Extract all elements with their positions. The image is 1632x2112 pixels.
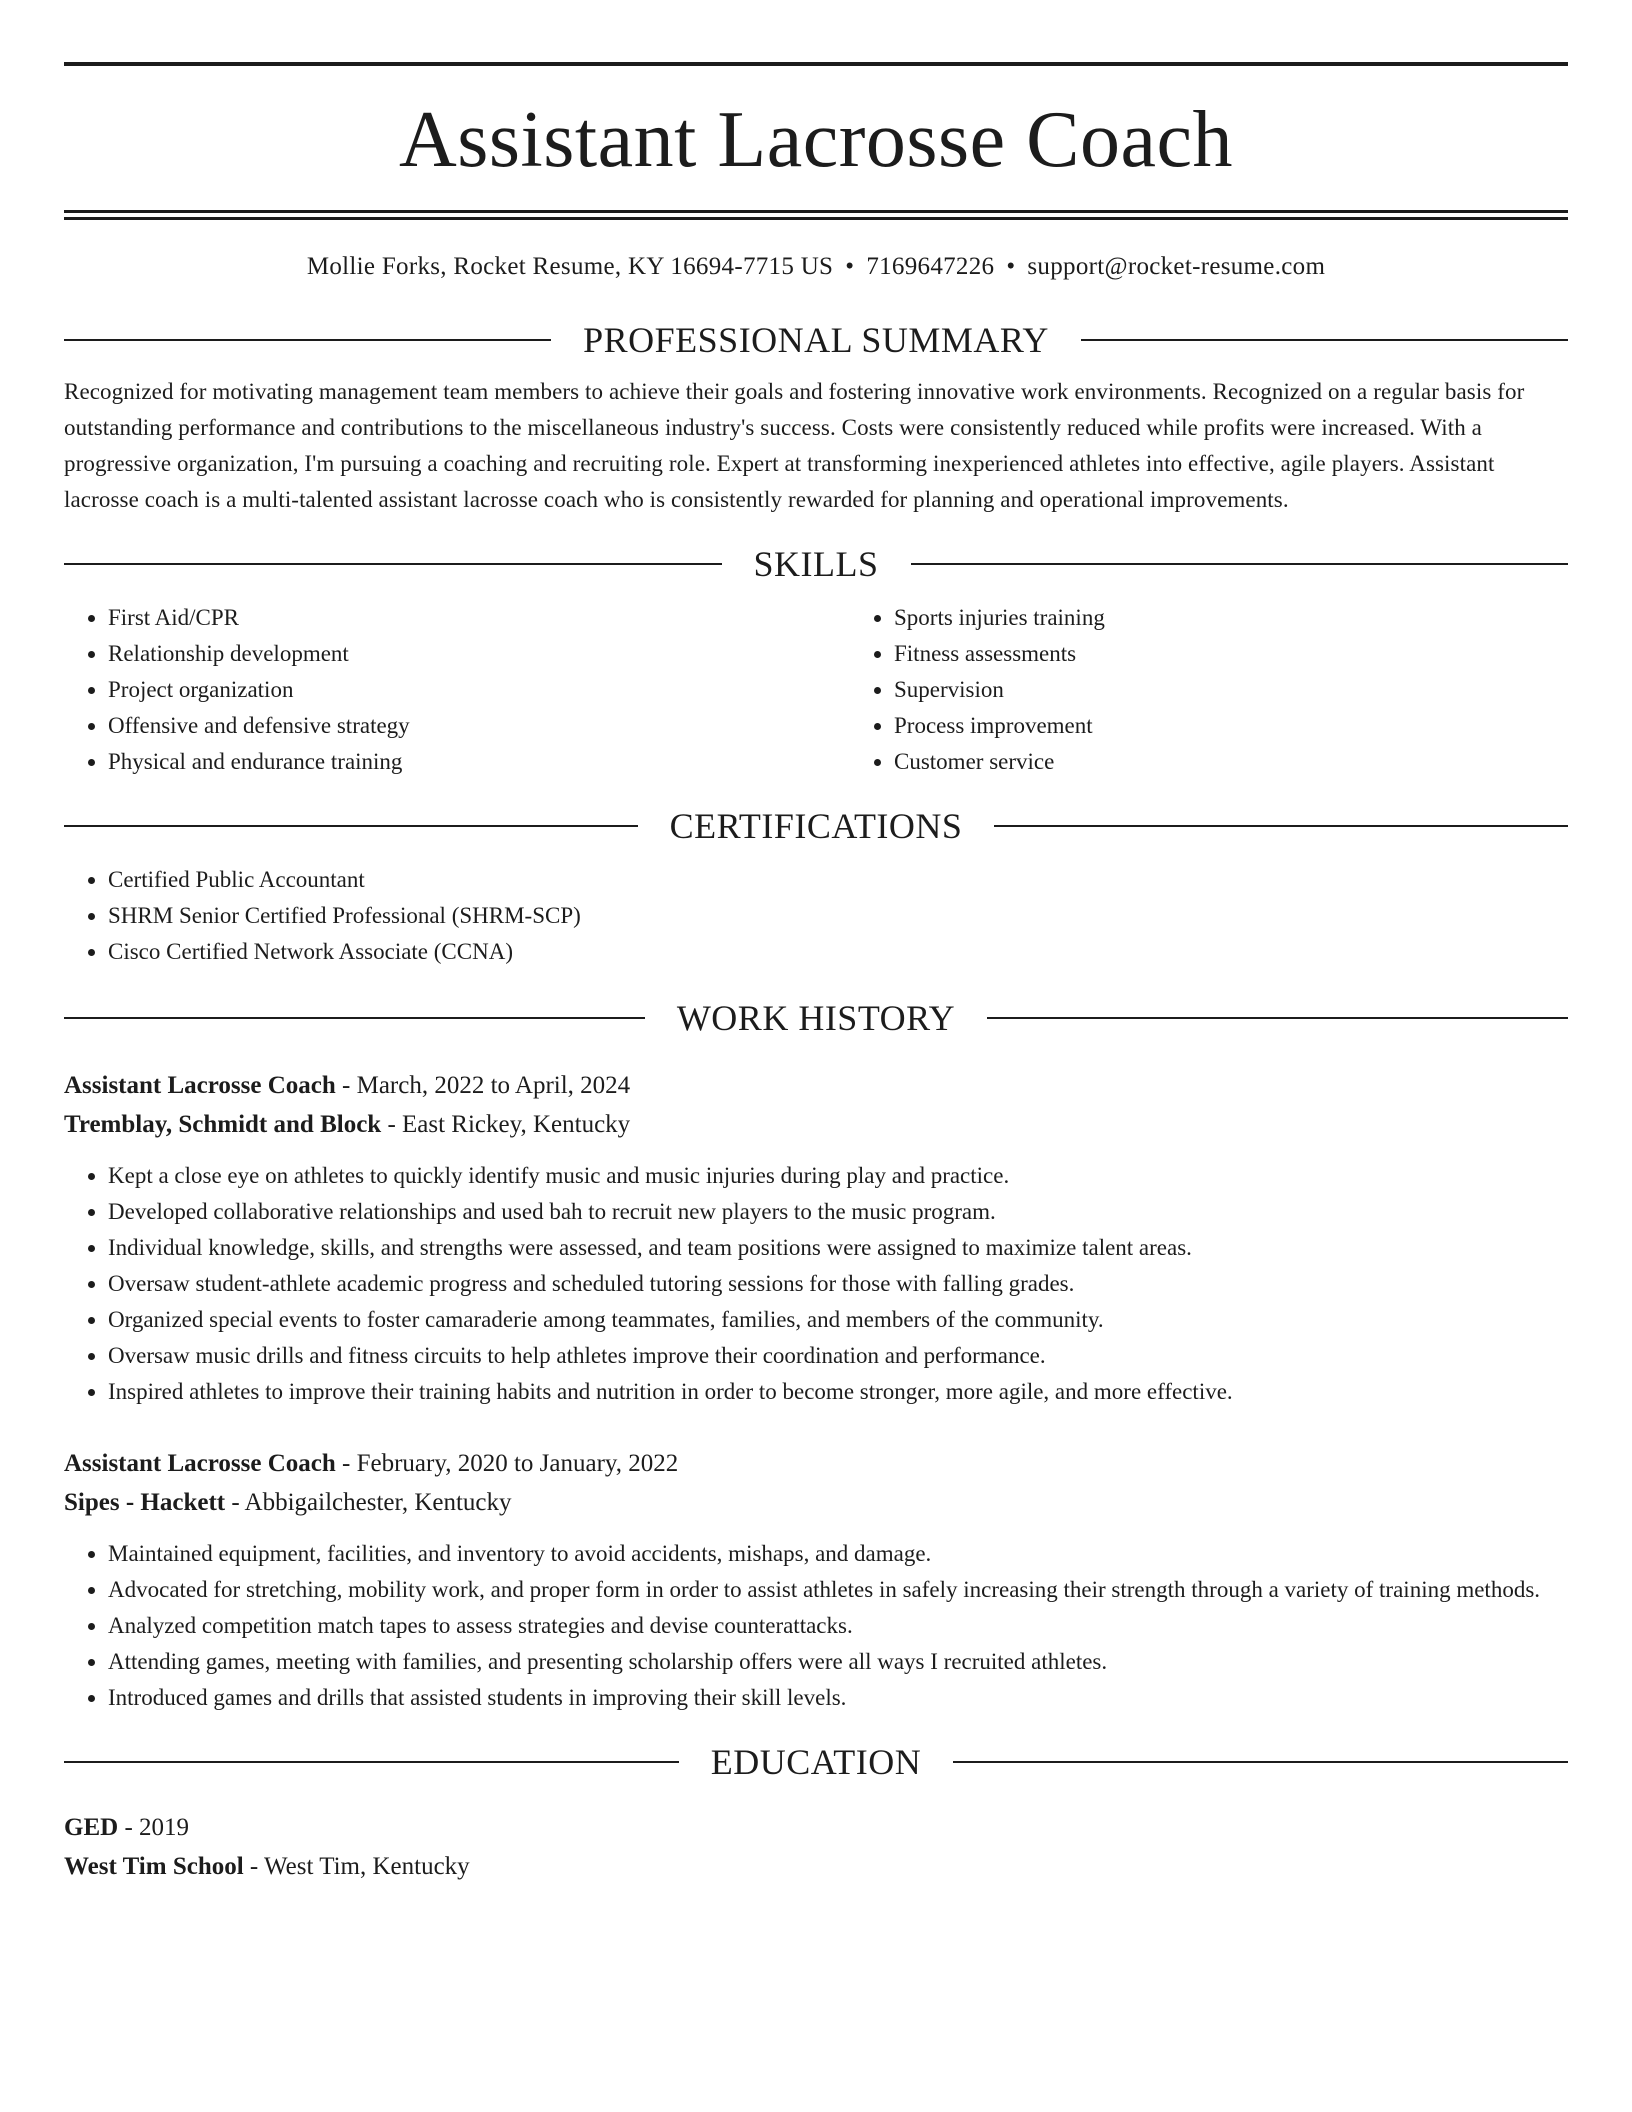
section-rule <box>953 1761 1568 1763</box>
resume-title: Assistant Lacrosse Coach <box>398 96 1234 184</box>
certification-item: • Certified Public Accountant <box>108 862 1568 898</box>
job-company: Sipes - Hackett <box>64 1489 226 1516</box>
section-header-summary <box>64 318 1568 362</box>
section-rule <box>64 339 551 341</box>
job-bullet: • Advocated for stretching, mobility work, and proper form in order to assist athletes in safely increasing their strength through a variety of training methods. <box>108 1572 1568 1608</box>
section-rule <box>994 825 1568 827</box>
section-header-certifications <box>64 804 1568 848</box>
skill-item: • Customer service <box>894 744 1632 780</box>
section-header-skills <box>64 542 1568 586</box>
top-rule <box>64 62 1568 66</box>
job-company: Tremblay, Schmidt and Block <box>64 1111 382 1138</box>
job-title-line <box>64 1444 1568 1483</box>
education-school-line <box>64 1847 1568 1886</box>
section-title: WORK HISTORY <box>676 998 956 1038</box>
section-rule <box>64 563 722 565</box>
job-bullets <box>64 1536 1568 1716</box>
job-bullet: • Individual knowledge, skills, and strengths were assessed, and team positions were assigned to maximize talent areas. <box>108 1230 1568 1266</box>
job-bullets <box>64 1158 1568 1410</box>
section-title: CERTIFICATIONS <box>669 806 963 846</box>
job-bullet: • Organized special events to foster camaraderie among teammates, families, and members of the community. <box>108 1302 1568 1338</box>
skill-item: • Offensive and defensive strategy <box>108 708 850 744</box>
resume-page <box>64 62 1568 1886</box>
skill-item: • Supervision <box>894 672 1632 708</box>
title-double-rule <box>64 210 1568 220</box>
job-company-line <box>64 1483 1568 1522</box>
education-degree: GED <box>64 1814 119 1841</box>
section-rule <box>911 563 1569 565</box>
job-bullet: • Kept a close eye on athletes to quickly identify music and music injuries during play and practice. <box>108 1158 1568 1194</box>
certification-item: • Cisco Certified Network Associate (CCNA) <box>108 934 1568 970</box>
job-role: Assistant Lacrosse Coach <box>64 1450 336 1477</box>
contact-address: Mollie Forks, Rocket Resume, KY 16694-7715 US <box>306 253 834 280</box>
contact-phone: 7169647226 <box>866 253 995 280</box>
section-header-education <box>64 1740 1568 1784</box>
contact-email: support@rocket-resume.com <box>1027 253 1326 280</box>
skill-item: • Process improvement <box>894 708 1632 744</box>
job-role: Assistant Lacrosse Coach <box>64 1072 336 1099</box>
section-title: PROFESSIONAL SUMMARY <box>583 320 1049 360</box>
skill-item: • Relationship development <box>108 636 850 672</box>
job-bullet: • Oversaw student-athlete academic progress and scheduled tutoring sessions for those with falling grades. <box>108 1266 1568 1302</box>
skill-item: • First Aid/CPR <box>108 600 850 636</box>
section-rule <box>987 1017 1568 1019</box>
job-bullet: • Maintained equipment, facilities, and inventory to avoid accidents, mishaps, and damage. <box>108 1536 1568 1572</box>
job-bullet: • Introduced games and drills that assisted students in improving their skill levels. <box>108 1680 1568 1716</box>
job-company-line <box>64 1105 1568 1144</box>
contact-separator: • <box>845 253 855 280</box>
section-title: SKILLS <box>753 544 879 584</box>
certification-item: • SHRM Senior Certified Professional (SHRM-SCP) <box>108 898 1568 934</box>
education-school: West Tim School <box>64 1853 244 1880</box>
job-entry <box>64 1066 1568 1410</box>
job-dates: - March, 2022 to April, 2024 <box>335 1072 631 1099</box>
section-rule <box>64 825 638 827</box>
education-year: - 2019 <box>118 1814 190 1841</box>
job-bullet: • Attending games, meeting with families, and presenting scholarship offers were all ways I recruited athletes. <box>108 1644 1568 1680</box>
job-bullet: • Developed collaborative relationships and used bah to recruit new players to the music program. <box>108 1194 1568 1230</box>
section-rule <box>1081 339 1568 341</box>
job-bullet: • Inspired athletes to improve their training habits and nutrition in order to become stronger, more agile, and more effective. <box>108 1374 1568 1410</box>
section-rule <box>64 1761 679 1763</box>
job-title-line <box>64 1066 1568 1105</box>
skill-item: • Sports injuries training <box>894 600 1632 636</box>
skill-item: • Fitness assessments <box>894 636 1632 672</box>
skills-list-left <box>64 600 850 780</box>
skills-columns <box>64 600 1568 780</box>
summary-text: Recognized for motivating management team members to achieve their goals and fostering innovative work environments. Recognized on a regular basis for outstanding performance and contributions to the miscellaneous industry's success. Costs were consistently reduced while profits were increased. With a progressive organization, I'm pursuing a coaching and recruiting role. Expert at transforming inexperienced athletes into effective, agile players. Assistant lacrosse coach is a multi-talented assistant lacrosse coach who is consistently rewarded for planning and operational improvements. <box>64 379 1525 512</box>
section-header-work <box>64 996 1568 1040</box>
skill-item: • Physical and endurance training <box>108 744 850 780</box>
section-rule <box>64 1017 645 1019</box>
education-location: - West Tim, Kentucky <box>243 1853 470 1880</box>
job-location: - Abbigailchester, Kentucky <box>225 1489 512 1516</box>
section-title: EDUCATION <box>710 1742 922 1782</box>
contact-line <box>64 250 1568 284</box>
job-bullet: • Analyzed competition match tapes to assess strategies and devise counterattacks. <box>108 1608 1568 1644</box>
certifications-list <box>64 862 1568 970</box>
contact-separator: • <box>1006 253 1016 280</box>
job-dates: - February, 2020 to January, 2022 <box>335 1450 679 1477</box>
education-degree-line <box>64 1808 1568 1847</box>
skills-list-right <box>850 600 1632 780</box>
job-bullet: • Oversaw music drills and fitness circuits to help athletes improve their coordination and performance. <box>108 1338 1568 1374</box>
job-location: - East Rickey, Kentucky <box>381 1111 631 1138</box>
job-entry <box>64 1444 1568 1716</box>
education-entry <box>64 1808 1568 1886</box>
skill-item: • Project organization <box>108 672 850 708</box>
